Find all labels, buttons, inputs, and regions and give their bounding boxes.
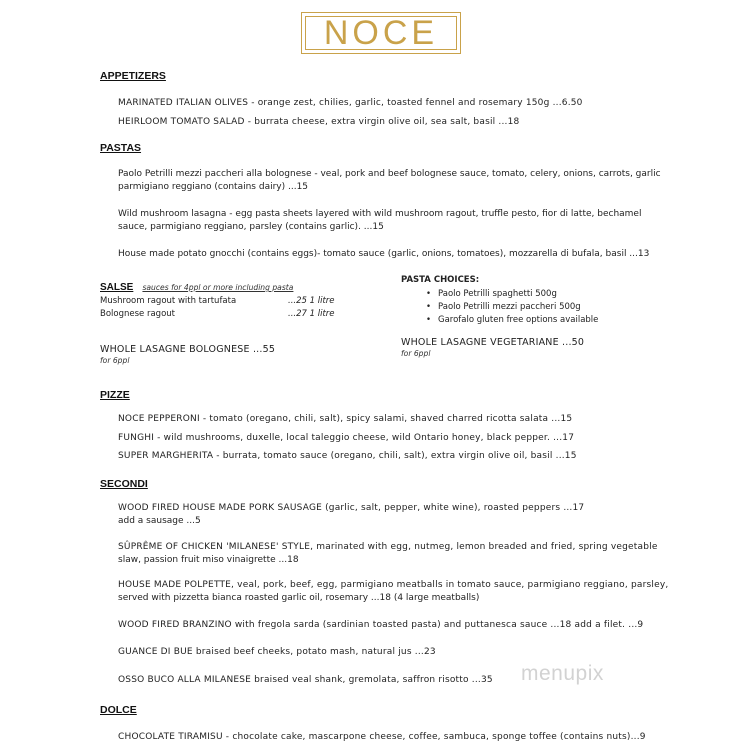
menupix-watermark: menupix (521, 662, 604, 685)
whole-lasagne-bolognese-note: for 6ppl (100, 356, 130, 365)
whole-lasagne-vegetariane: WHOLE LASAGNE VEGETARIANE ...50 (401, 337, 585, 348)
pizza-margherita: SUPER MARGHERITA - burrata, tomato sauce (oregano, chili, salt), extra virgin olive oil, basil ...15 (118, 451, 577, 461)
secondi-guance: GUANCE DI BUE braised beef cheeks, potato mash, natural jus ...23 (118, 647, 436, 657)
secondi-chicken-line1: SÛPRÊME OF CHICKEN 'MILANESE' STYLE, marinated with egg, nutmeg, lemon breaded and fried, spring vegetable (118, 542, 658, 552)
secondi-polpette-line2: served with pizzetta bianca roasted garlic oil, rosemary ...18 (4 large meatballs) (118, 593, 480, 603)
pasta-lasagna-line1: Wild mushroom lasagna - egg pasta sheets layered with wild mushroom ragout, truffle pesto, fior di latte, bechamel (118, 209, 642, 219)
salse-heading (100, 275, 293, 294)
pasta-choice-item: • Paolo Petrilli spaghetti 500g (438, 288, 557, 300)
whole-lasagne-vegetariane-note: for 6ppl (401, 349, 431, 358)
section-heading-pastas: PASTAS (100, 142, 142, 154)
pasta-choices-title: PASTA CHOICES: (401, 275, 480, 285)
salse-item-price: ...27 1 litre (288, 309, 335, 319)
pasta-choice-item: • Paolo Petrilli mezzi paccheri 500g (438, 301, 581, 313)
secondi-sausage-line2: add a sausage ...5 (118, 516, 201, 526)
pasta-choice-item: • Garofalo gluten free options available (438, 314, 598, 326)
secondi-branzino: WOOD FIRED BRANZINO with fregola sarda (sardinian toasted pasta) and puttanesca sauce ...18 add a filet. ...9 (118, 620, 644, 630)
menu-item-olives: MARINATED ITALIAN OLIVES - orange zest, chilies, garlic, toasted fennel and rosemary 150g ...6.50 (118, 98, 583, 108)
whole-lasagne-bolognese: WHOLE LASAGNE BOLOGNESE ...55 (100, 344, 276, 355)
pasta-lasagna-line2: sauce, parmigiano reggiano, parsley (contains garlic). ...15 (118, 222, 384, 232)
salse-item-name: Mushroom ragout with tartufata (100, 296, 237, 306)
section-heading-secondi: SECONDI (100, 478, 148, 490)
pasta-bolognese-line2: parmigiano reggiano (contains dairy) ...15 (118, 182, 309, 192)
section-heading-dolce: DOLCE (100, 704, 137, 716)
section-heading-appetizers: APPETIZERS (100, 70, 166, 82)
logo-text: NOCE (323, 14, 439, 52)
pizza-funghi: FUNGHI - wild mushrooms, duxelle, local taleggio cheese, wild Ontario honey, black pepper. ...17 (118, 433, 575, 443)
pasta-gnocchi: House made potato gnocchi (contains eggs)- tomato sauce (garlic, onions, tomatoes), mozzarella di bufala, basil ...13 (118, 249, 650, 259)
pizza-pepperoni: NOCE PEPPERONI - tomato (oregano, chili, salt), spicy salami, shaved charred ricotta salata ...15 (118, 414, 573, 424)
dolce-tiramisu: CHOCOLATE TIRAMISU - chocolate cake, mascarpone cheese, coffee, sambuca, sponge toffee (contains nuts)...9 (118, 732, 646, 742)
salse-title: SALSE (100, 282, 134, 293)
pasta-bolognese-line1: Paolo Petrilli mezzi paccheri alla bolognese - veal, pork and beef bolognese sauce, tomato, celery, onions, carrots, garlic (118, 169, 661, 179)
menu-item-tomato-salad: HEIRLOOM TOMATO SALAD - burrata cheese, extra virgin olive oil, sea salt, basil ...18 (118, 117, 520, 127)
section-heading-pizze: PIZZE (100, 389, 130, 401)
secondi-sausage-line1: WOOD FIRED HOUSE MADE PORK SAUSAGE (garlic, salt, pepper, white wine), roasted peppers ...17 (118, 503, 585, 513)
salse-item-price: ...25 1 litre (288, 296, 335, 306)
secondi-osso-buco: OSSO BUCO ALLA MILANESE braised veal shank, gremolata, saffron risotto ...35 (118, 675, 493, 685)
salse-item-name: Bolognese ragout (100, 309, 175, 319)
secondi-polpette-line1: HOUSE MADE POLPETTE, veal, pork, beef, egg, parmigiano meatballs in tomato sauce, parmigiano reggiano, parsley, (118, 580, 669, 590)
noce-logo (301, 12, 461, 54)
salse-note: sauces for 4ppl or more including pasta (142, 283, 294, 292)
secondi-chicken-line2: slaw, passion fruit miso vinaigrette ...18 (118, 555, 299, 565)
